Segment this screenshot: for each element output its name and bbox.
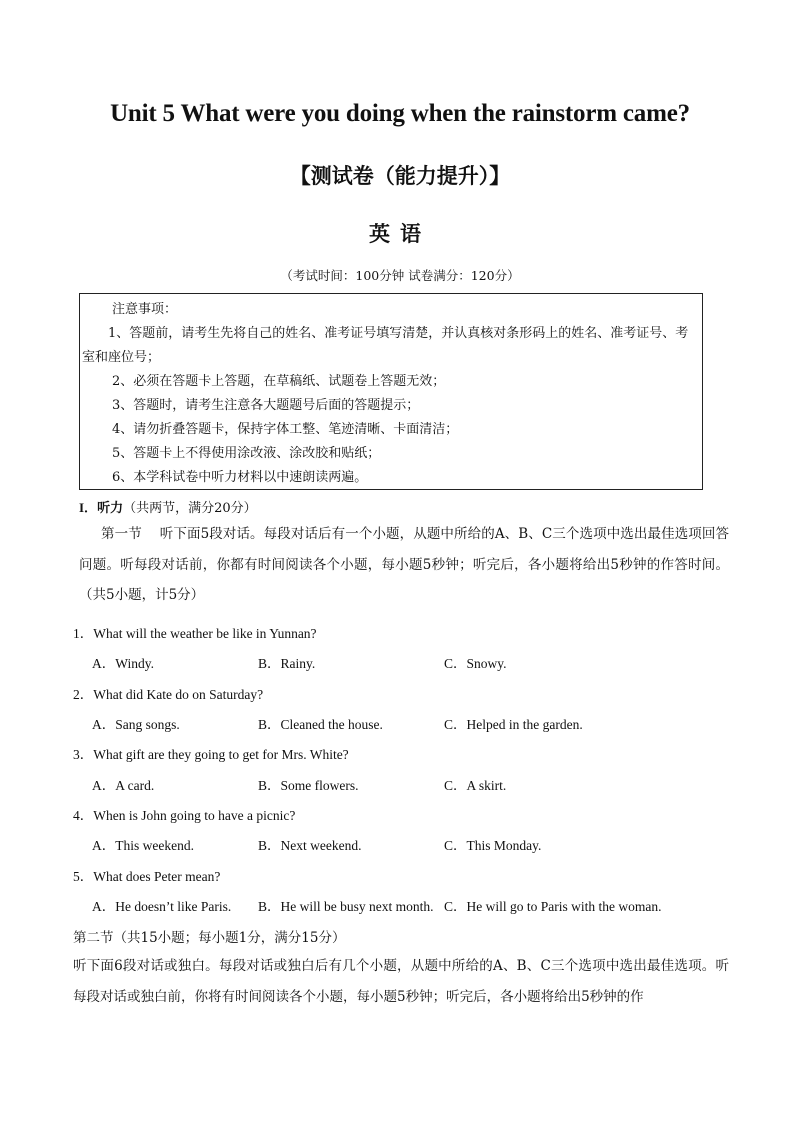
q4-option-c: C．This Monday.	[444, 838, 542, 853]
notice-item: 5、答题卡上不得使用涂改液、涂改胶和贴纸；	[112, 446, 381, 461]
section2-instructions: 听下面6段对话或独白。每段对话或独白后有几个小题，从题中所给的A、B、C三个选项中选出最佳选项。听每段对话或独白前，你将有时间阅读各个小题，每小题5秒钟；听完后，各小题将给出5秒钟的作	[73, 958, 729, 1005]
exam-info: （考试时间：100分钟 试卷满分：120分）	[280, 268, 520, 283]
q2-option-c: C．Helped in the garden.	[444, 717, 583, 732]
q2-option-a: A．Sang songs.	[92, 717, 180, 732]
section1-instructions: 第一节 听下面5段对话。每段对话后有一个小题，从题中所给的A、B、C三个选项中选出最佳选项回答问题。听每段对话前，你都有时间阅读各个小题，每小题5秒钟；听完后，各小题将给出5秒钟的作答时间。（共5小题，计5分）	[79, 526, 729, 603]
subject-label: 英语	[369, 221, 431, 246]
q1-option-b: B．Rainy.	[258, 656, 316, 671]
q3-option-c: C．A skirt.	[444, 778, 507, 793]
q5-option-a: A．He doesn’t like Paris.	[92, 899, 232, 914]
notice-item: 6、本学科试卷中听力材料以中速朗读两遍。	[112, 470, 368, 485]
q4-option-b: B．Next weekend.	[258, 838, 362, 853]
part1-number: I．	[79, 500, 98, 515]
q3-option-a: A．A card.	[92, 778, 155, 793]
q5-option-b: B．He will be busy next month.	[258, 899, 434, 914]
paper-subtitle: 【测试卷（能力提升）】	[289, 163, 511, 188]
question-5: 5．What does Peter mean?	[73, 869, 221, 884]
section2-heading: 第二节（共15小题；每小题1分，满分15分）	[73, 930, 346, 946]
notice-item: 1、答题前，请考生先将自己的姓名、准考证号填写清楚，并认真核对条形码上的姓名、准考证号、考室和座位号；	[82, 326, 689, 365]
q2-option-b: B．Cleaned the house.	[258, 717, 383, 732]
question-4: 4．When is John going to have a picnic?	[73, 808, 296, 823]
notice-box	[79, 293, 703, 490]
part1-name: 听力	[97, 501, 124, 516]
q5-option-c: C．He will go to Paris with the woman.	[444, 899, 662, 914]
question-2: 2．What did Kate do on Saturday?	[73, 687, 264, 702]
notice-heading: 注意事项：	[112, 302, 178, 317]
q1-option-c: C．Snowy.	[444, 656, 507, 671]
part1-desc: （共两节，满分20分）	[123, 501, 257, 516]
notice-item: 4、请勿折叠答题卡，保持字体工整、笔迹清晰、卡面清洁；	[112, 422, 459, 437]
question-1: 1．What will the weather be like in Yunnan?	[73, 626, 317, 641]
paper-title: Unit 5 What were you doing when the rainstorm came?	[110, 100, 690, 127]
notice-item: 2、必须在答题卡上答题，在草稿纸、试题卷上答题无效；	[112, 374, 446, 389]
part1-heading	[79, 497, 257, 516]
q3-option-b: B．Some flowers.	[258, 778, 359, 793]
notice-item: 3、答题时，请考生注意各大题题号后面的答题提示；	[112, 398, 420, 413]
q1-option-a: A．Windy.	[92, 656, 154, 671]
q4-option-a: A．This weekend.	[92, 838, 194, 853]
question-3: 3．What gift are they going to get for Mrs. White?	[73, 747, 349, 762]
